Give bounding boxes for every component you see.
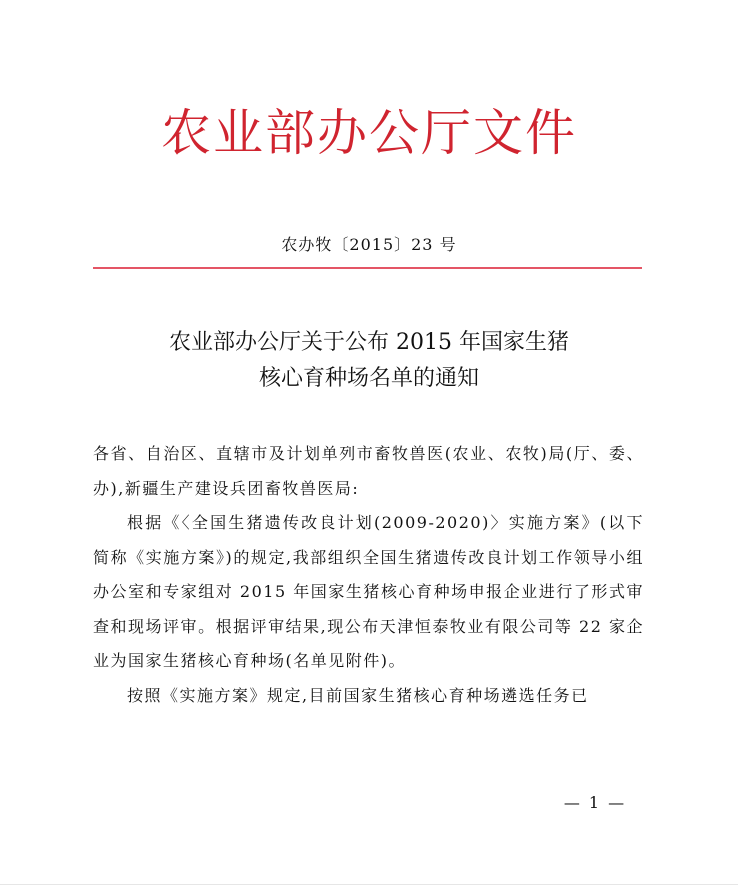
document-number: 农办牧〔2015〕23 号: [281, 235, 457, 254]
body-text: [93, 437, 644, 713]
notice-title: [0, 325, 738, 397]
red-divider-line: [93, 267, 642, 269]
masthead-title: 农业部办公厅文件: [161, 104, 577, 162]
notice-title-line1: 农业部办公厅关于公布 2015 年国家生猪: [169, 330, 569, 355]
addressee: 各省、自治区、直辖市及计划单列市畜牧兽医(农业、农牧)局(厅、委、办),新疆生产建设兵团畜牧兽医局:: [93, 444, 644, 498]
page-bottom-edge: [0, 884, 738, 885]
paragraph-2: 按照《实施方案》规定,目前国家生猪核心育种场遴选任务已: [127, 685, 589, 705]
notice-title-line2: 核心育种场名单的通知: [258, 366, 479, 391]
paragraph-1: 根据《〈全国生猪遗传改良计划(2009-2020)〉实施方案》(以下简称《实施方案》)的规定,我部组织全国生猪遗传改良计划工作领导小组办公室和专家组对 2015 年国家生猪核心育种场申报企业进行了形式审查和现场评审。根据评审结果,现公布天津恒泰牧业有限公司等 22 家企业为国家生猪核心育种场(名单见附件)。: [93, 513, 644, 670]
page-number: — 1 —: [563, 793, 627, 812]
